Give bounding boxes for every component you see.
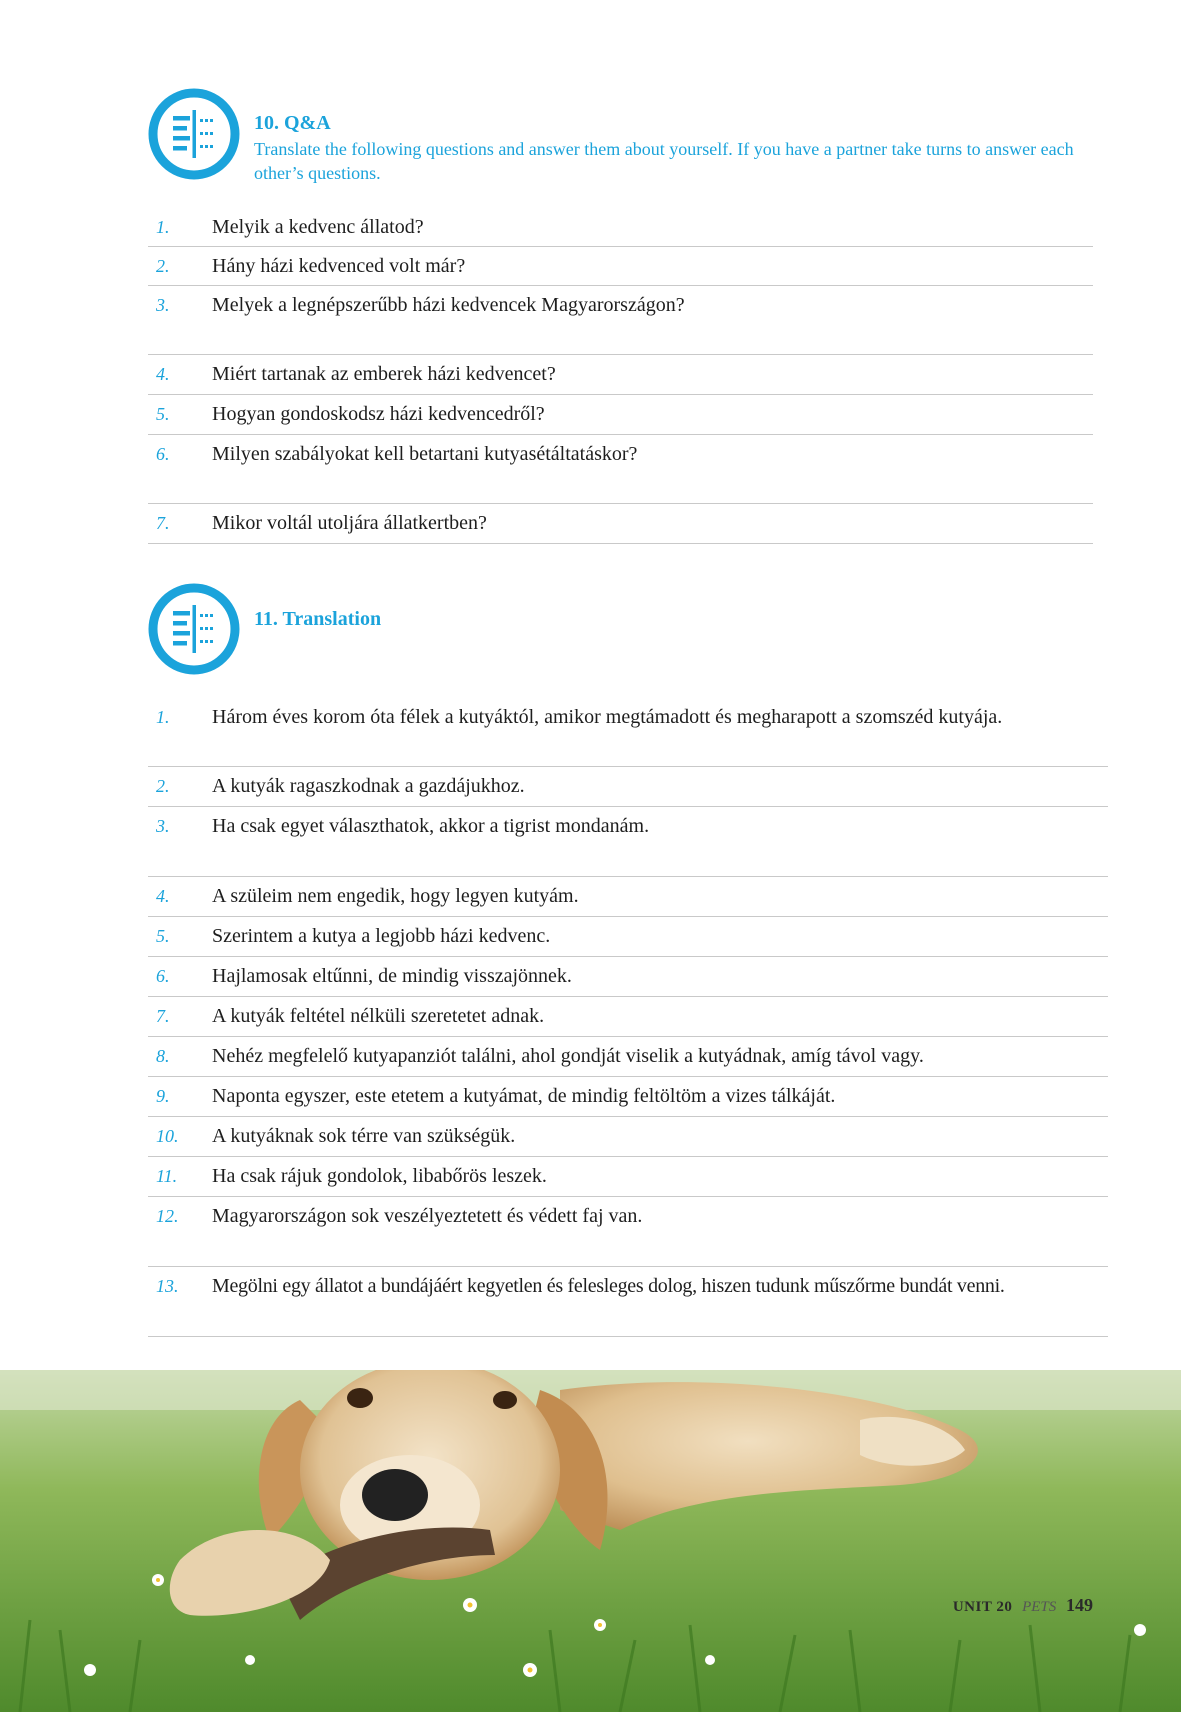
- item-number: 1.: [156, 217, 170, 237]
- item-text: Hány házi kedvenced volt már?: [212, 255, 466, 277]
- item-number: 4.: [156, 886, 170, 906]
- item-number: 7.: [156, 513, 170, 533]
- item-number: 7.: [156, 1006, 170, 1026]
- list-item: [148, 698, 1108, 767]
- list-item: [148, 997, 1108, 1037]
- item-number: 12.: [156, 1206, 179, 1226]
- item-text: Szerintem a kutya a legjobb házi kedvenc.: [212, 925, 551, 947]
- item-text: Hajlamosak eltűnni, de mindig visszajönnek.: [212, 965, 572, 987]
- item-number: 2.: [156, 256, 170, 276]
- list-item: [148, 1197, 1108, 1267]
- item-text: A kutyáknak sok térre van szükségük.: [212, 1125, 516, 1147]
- list-item: [148, 247, 1093, 286]
- list-item: [148, 917, 1108, 957]
- list-item: [148, 286, 1093, 355]
- qa-section-header: [148, 88, 1108, 183]
- list-item: [148, 767, 1108, 807]
- item-number: 2.: [156, 776, 170, 796]
- list-item: [148, 1157, 1108, 1197]
- list-item: [148, 435, 1093, 504]
- qa-question-list: [148, 208, 1093, 544]
- item-number: 1.: [156, 707, 170, 727]
- qa-instructions: Translate the following questions and answer them about yourself. If you have a partner take turns to answer each other’s questions.: [254, 139, 1074, 183]
- item-number: 6.: [156, 966, 170, 986]
- list-item: [148, 395, 1093, 435]
- item-text: Melyik a kedvenc állatod?: [212, 216, 424, 238]
- dog-photo: [0, 1370, 1181, 1712]
- list-item: [148, 1077, 1108, 1117]
- exercise-list-icon: [148, 583, 240, 675]
- item-text: Melyek a legnépszerűbb házi kedvencek Magyarországon?: [212, 294, 685, 316]
- list-item: [148, 1037, 1108, 1077]
- item-number: 3.: [156, 295, 170, 315]
- qa-title: 10. Q&A: [254, 112, 331, 134]
- list-item: [148, 355, 1093, 395]
- item-number: 10.: [156, 1126, 179, 1146]
- item-text: Három éves korom óta félek a kutyáktól, amikor megtámadott és megharapott a szomszéd kutyája.: [212, 706, 1003, 728]
- item-text: Miért tartanak az emberek házi kedvencet?: [212, 363, 556, 385]
- item-text: Ha csak egyet választhatok, akkor a tigrist mondanám.: [212, 815, 650, 837]
- list-item: [148, 1267, 1108, 1337]
- translation-section-header: [148, 583, 1108, 675]
- page-footer: [953, 1595, 1093, 1616]
- exercise-list-icon: [148, 88, 240, 180]
- list-item: [148, 877, 1108, 917]
- list-item: [148, 208, 1093, 247]
- item-text: A kutyák ragaszkodnak a gazdájukhoz.: [212, 775, 525, 797]
- list-item: [148, 807, 1108, 877]
- item-text: Hogyan gondoskodsz házi kedvencedről?: [212, 403, 545, 425]
- list-item: [148, 957, 1108, 997]
- page-number: 149: [1066, 1595, 1093, 1615]
- item-number: 11.: [156, 1166, 178, 1186]
- list-item: [148, 1117, 1108, 1157]
- item-text: Mikor voltál utoljára állatkertben?: [212, 512, 487, 534]
- item-text: Nehéz megfelelő kutyapanziót találni, ahol gondját viselik a kutyádnak, amíg távol vagy.: [212, 1045, 924, 1067]
- item-text: Megölni egy állatot a bundájáért kegyetlen és felesleges dolog, hiszen tudunk műszőrme bundát venni.: [212, 1275, 1005, 1297]
- item-text: A szüleim nem engedik, hogy legyen kutyám.: [212, 885, 579, 907]
- item-number: 9.: [156, 1086, 170, 1106]
- footer-unit: UNIT 20: [952, 1599, 1013, 1615]
- list-item: [148, 504, 1093, 544]
- item-number: 8.: [156, 1046, 170, 1066]
- item-number: 13.: [156, 1276, 179, 1296]
- item-text: Naponta egyszer, este etetem a kutyámat, de mindig feltöltöm a vizes tálkáját.: [212, 1085, 836, 1107]
- item-number: 4.: [156, 364, 170, 384]
- footer-topic: PETS: [1022, 1599, 1057, 1615]
- item-number: 5.: [156, 404, 170, 424]
- translation-sentence-list: [148, 698, 1108, 1337]
- item-number: 5.: [156, 926, 170, 946]
- item-text: Ha csak rájuk gondolok, libabőrös leszek.: [212, 1165, 547, 1187]
- item-number: 3.: [156, 816, 170, 836]
- item-text: Milyen szabályokat kell betartani kutyasétáltatáskor?: [212, 443, 638, 465]
- translation-title: 11. Translation: [254, 608, 382, 630]
- item-text: A kutyák feltétel nélküli szeretetet adnak.: [212, 1005, 545, 1027]
- item-number: 6.: [156, 444, 170, 464]
- item-text: Magyarországon sok veszélyeztetett és védett faj van.: [212, 1205, 643, 1227]
